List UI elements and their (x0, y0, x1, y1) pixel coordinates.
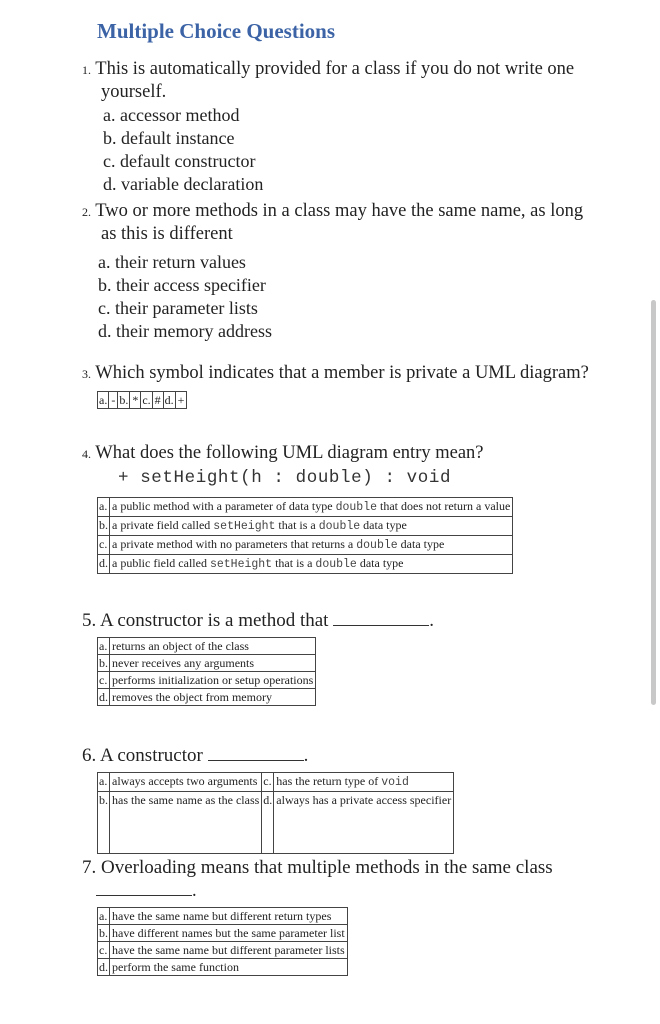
table-row (98, 498, 513, 517)
options-table (97, 907, 348, 976)
options-table (97, 497, 513, 574)
option-b[interactable]: have different names but the same parameter list (110, 925, 348, 942)
option-c[interactable]: c. their parameter lists (98, 298, 258, 318)
option-a[interactable]: a. their return values (98, 252, 246, 272)
option-letter: b. (98, 517, 110, 536)
option-letter: d. (99, 690, 108, 704)
option-a[interactable]: have the same name but different return types (110, 908, 348, 925)
table-row (98, 942, 348, 959)
option-b[interactable]: * (130, 392, 141, 409)
options-table (97, 637, 316, 706)
question-4-text: 4. What does the following UML diagram entry mean? (82, 443, 484, 463)
option-letter: c. (142, 393, 151, 407)
option-a[interactable]: a. accessor method (103, 105, 240, 125)
option-letter: d. (262, 792, 274, 854)
question-number: 1. (82, 63, 91, 77)
option-letter: a. (98, 773, 110, 792)
option-letter: b. (98, 792, 110, 854)
option-letter: a. (99, 393, 108, 407)
options-row (98, 392, 187, 409)
question-1-text-continued: yourself. (101, 82, 167, 102)
vertical-scrollbar[interactable] (651, 300, 656, 705)
option-b[interactable]: b. default instance (103, 128, 235, 148)
option-d[interactable]: a public field called setHeight that is a double data type (110, 555, 513, 574)
option-letter: d. (98, 555, 110, 574)
option-a[interactable]: always accepts two arguments (110, 773, 262, 792)
table-row (98, 908, 348, 925)
answer-blank (96, 880, 192, 896)
options-table (97, 391, 187, 409)
table-row (98, 638, 316, 655)
option-b[interactable]: b. their access specifier (98, 275, 266, 295)
question-1-text: 1. This is automatically provided for a class if you do not write one (82, 59, 575, 79)
option-a[interactable]: - (109, 392, 118, 409)
option-b[interactable]: has the same name as the class (110, 792, 262, 854)
option-letter: d. (164, 393, 174, 407)
option-c[interactable]: c. default constructor (103, 151, 256, 171)
table-row (98, 536, 513, 555)
question-number: 4. (82, 447, 91, 461)
option-letter: b. (119, 393, 129, 407)
table-row (98, 959, 348, 976)
answer-blank (208, 745, 304, 761)
option-d[interactable]: + (175, 392, 187, 409)
question-7-text: 7. Overloading means that multiple methods in the same class (82, 857, 553, 878)
option-d[interactable]: perform the same function (110, 959, 348, 976)
option-d[interactable]: d. variable declaration (103, 174, 264, 194)
answer-blank (333, 610, 429, 626)
option-letter: a. (98, 498, 110, 517)
option-letter: a. (98, 908, 110, 925)
question-number: 2. (82, 205, 91, 219)
table-row (98, 655, 316, 672)
table-row (98, 689, 316, 706)
question-number: 3. (82, 367, 91, 381)
question-6-text: 6. A constructor . (82, 745, 309, 766)
table-row (98, 517, 513, 536)
option-c[interactable]: # (152, 392, 163, 409)
table-row (98, 672, 316, 689)
question-3-text: 3. Which symbol indicates that a member is private a UML diagram? (82, 363, 589, 383)
option-d[interactable]: always has a private access specifier (274, 792, 454, 854)
table-row (98, 925, 348, 942)
option-c[interactable]: a private method with no parameters that returns a double data type (110, 536, 513, 555)
option-c[interactable]: have the same name but different parameter lists (110, 942, 348, 959)
uml-entry: + setHeight(h : double) : void (118, 468, 452, 488)
option-letter: c. (98, 942, 110, 959)
page-title: Multiple Choice Questions (97, 19, 336, 43)
options-table (97, 772, 454, 854)
option-letter: c. (98, 536, 110, 555)
option-b[interactable]: a private field called setHeight that is a double data type (110, 517, 513, 536)
option-letter: b. (99, 926, 108, 940)
option-letter: b. (99, 656, 108, 670)
table-row (98, 792, 454, 854)
option-letter: c. (98, 672, 110, 689)
table-row (98, 555, 513, 574)
option-a[interactable]: returns an object of the class (110, 638, 316, 655)
option-c[interactable]: has the return type of void (274, 773, 454, 792)
option-d[interactable]: removes the object from memory (110, 689, 316, 706)
table-row (98, 773, 454, 792)
option-c[interactable]: performs initialization or setup operations (110, 672, 316, 689)
option-letter: c. (262, 773, 274, 792)
option-d[interactable]: d. their memory address (98, 321, 272, 341)
answer-blank-line: . (96, 880, 197, 903)
option-a[interactable]: a public method with a parameter of data type double that does not return a value (110, 498, 513, 517)
option-b[interactable]: never receives any arguments (110, 655, 316, 672)
question-2-text-continued: as this is different (101, 224, 233, 244)
question-2-text: 2. Two or more methods in a class may have the same name, as long (82, 201, 584, 221)
option-letter: d. (99, 960, 108, 974)
option-letter: a. (98, 638, 110, 655)
question-5-text: 5. A constructor is a method that . (82, 610, 434, 631)
